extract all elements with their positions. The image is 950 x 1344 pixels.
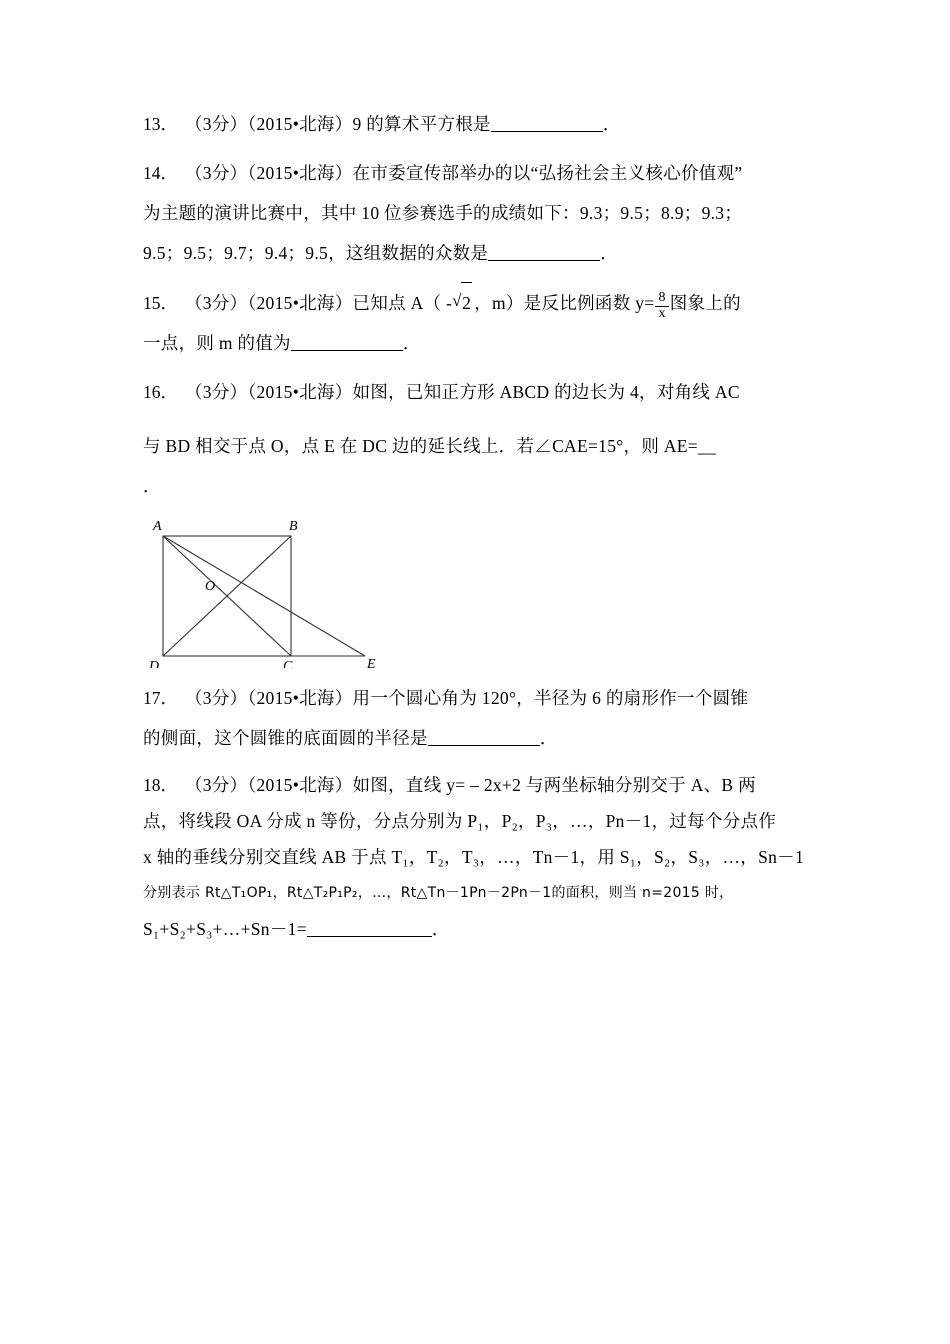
question-15-blank[interactable]: [291, 333, 403, 352]
question-15-text-line2: 一点，则 m 的值为: [143, 333, 291, 353]
question-14: [143, 153, 823, 273]
question-13-period: ．: [602, 114, 621, 134]
question-18-text-line1: 如图，直线 y= – 2x+2 与两坐标轴分别交于 A、B 两: [352, 775, 756, 795]
question-18-line1: [143, 767, 823, 803]
question-15-score: （3分）: [185, 293, 248, 313]
question-18-blank[interactable]: [307, 919, 432, 938]
question-15-line1: [143, 282, 823, 323]
question-15: [143, 282, 823, 363]
question-17-blank[interactable]: [428, 728, 540, 747]
question-15-period: ．: [402, 333, 421, 353]
figure-label-A: A: [153, 519, 162, 534]
question-18-line5: [143, 911, 823, 947]
fraction-8-over-x: [655, 291, 668, 321]
question-16-line2: 与 BD 相交于点 O，点 E 在 DC 边的延长线上．若∠CAE=15°，则 AE=__: [143, 436, 717, 456]
question-13-text: 9 的算术平方根是: [352, 114, 491, 134]
question-17: [143, 678, 823, 758]
question-14-line2: 为主题的演讲比赛中，其中 10 位参赛选手的成绩如下：9.3；9.5；8.9；9.3；: [143, 203, 743, 223]
question-14-period: ．: [600, 243, 619, 263]
question-18-line3: x 轴的垂线分别交直线 AB 于点 T₁，T₂，T₃，…，Tn－1，用 S₁，S₂，S₃，…，Sn－1: [143, 847, 805, 867]
question-18-line2: 点，将线段 OA 分成 n 等份，分点分别为 P₁，P₂，P₃，…，Pn－1，过每个分点作: [143, 811, 777, 831]
question-18: [143, 767, 823, 947]
question-13-source: （2015•北海）: [247, 114, 353, 134]
question-18-score: （3分）: [185, 775, 248, 795]
question-16-figure: [143, 518, 443, 668]
question-14-text-line3: 9.5；9.5；9.7；9.4；9.5，这组数据的众数是: [143, 243, 489, 263]
question-18-text-line5: S₁+S₂+S₃+…+Sn－1=: [143, 919, 307, 939]
figure-label-C: C: [283, 659, 293, 668]
question-13-number: 13．: [143, 114, 178, 134]
question-15-source: （2015•北海）: [247, 293, 353, 313]
question-13: [143, 104, 823, 144]
sqrt-symbol: [452, 282, 474, 323]
question-17-line2: [143, 718, 823, 758]
question-16-source: （2015•北海）: [247, 382, 353, 402]
question-14-number: 14．: [143, 163, 178, 183]
question-18-source: （2015•北海）: [247, 775, 353, 795]
question-14-score: （3分）: [185, 163, 248, 183]
question-15-text-c: 图象上的: [669, 293, 741, 313]
question-17-score: （3分）: [185, 688, 248, 708]
question-16-line3: ．: [143, 476, 161, 496]
question-16-line1: [143, 372, 823, 412]
question-16-text-line1: 如图，已知正方形 ABCD 的边长为 4，对角线 AC: [352, 382, 740, 402]
question-18-period: ．: [431, 919, 450, 939]
figure-label-D: D: [149, 659, 160, 668]
fraction-denominator: x: [655, 306, 668, 322]
question-14-blank[interactable]: [488, 243, 600, 262]
question-14-source: （2015•北海）: [247, 163, 353, 183]
question-18-number: 18．: [143, 775, 178, 795]
figure-label-B: B: [289, 519, 298, 534]
question-17-text-line2: 的侧面，这个圆锥的底面圆的半径是: [143, 728, 428, 748]
fraction-numerator: 8: [658, 290, 666, 306]
question-16-number: 16．: [143, 382, 178, 402]
question-17-source: （2015•北海）: [247, 688, 353, 708]
question-15-number: 15．: [143, 293, 178, 313]
figure-label-O: O: [205, 579, 216, 594]
question-15-text-a: 已知点 A（ -: [352, 293, 453, 313]
questions-container: [143, 104, 823, 947]
question-18-line4: 分别表示 Rt△T₁OP₁，Rt△T₂P₁P₂，…，Rt△Tn－1Pn－2Pn－1的面积，则当 n=2015 时，: [143, 885, 734, 901]
question-14-text-line1: 在市委宣传部举办的以“弘扬社会主义核心价值观”: [352, 163, 743, 183]
question-16-score: （3分）: [185, 382, 248, 402]
question-15-line2: [143, 323, 823, 363]
question-17-text-line1: 用一个圆心角为 120°，半径为 6 的扇形作一个圆锥: [352, 688, 749, 708]
question-14-line3: [143, 233, 823, 273]
question-13-score: （3分）: [185, 114, 248, 134]
question-17-number: 17．: [143, 688, 178, 708]
question-17-period: ．: [539, 728, 558, 748]
question-14-line1: [143, 153, 823, 193]
question-15-text-b: ，m）是反比例函数 y=: [474, 293, 655, 313]
question-17-line1: [143, 678, 823, 718]
question-13-blank[interactable]: [491, 114, 603, 133]
square-abcd-diagram: [143, 518, 443, 668]
question-16: [143, 372, 823, 668]
figure-label-E: E: [367, 657, 376, 668]
sqrt-radicand: 2: [461, 282, 472, 323]
